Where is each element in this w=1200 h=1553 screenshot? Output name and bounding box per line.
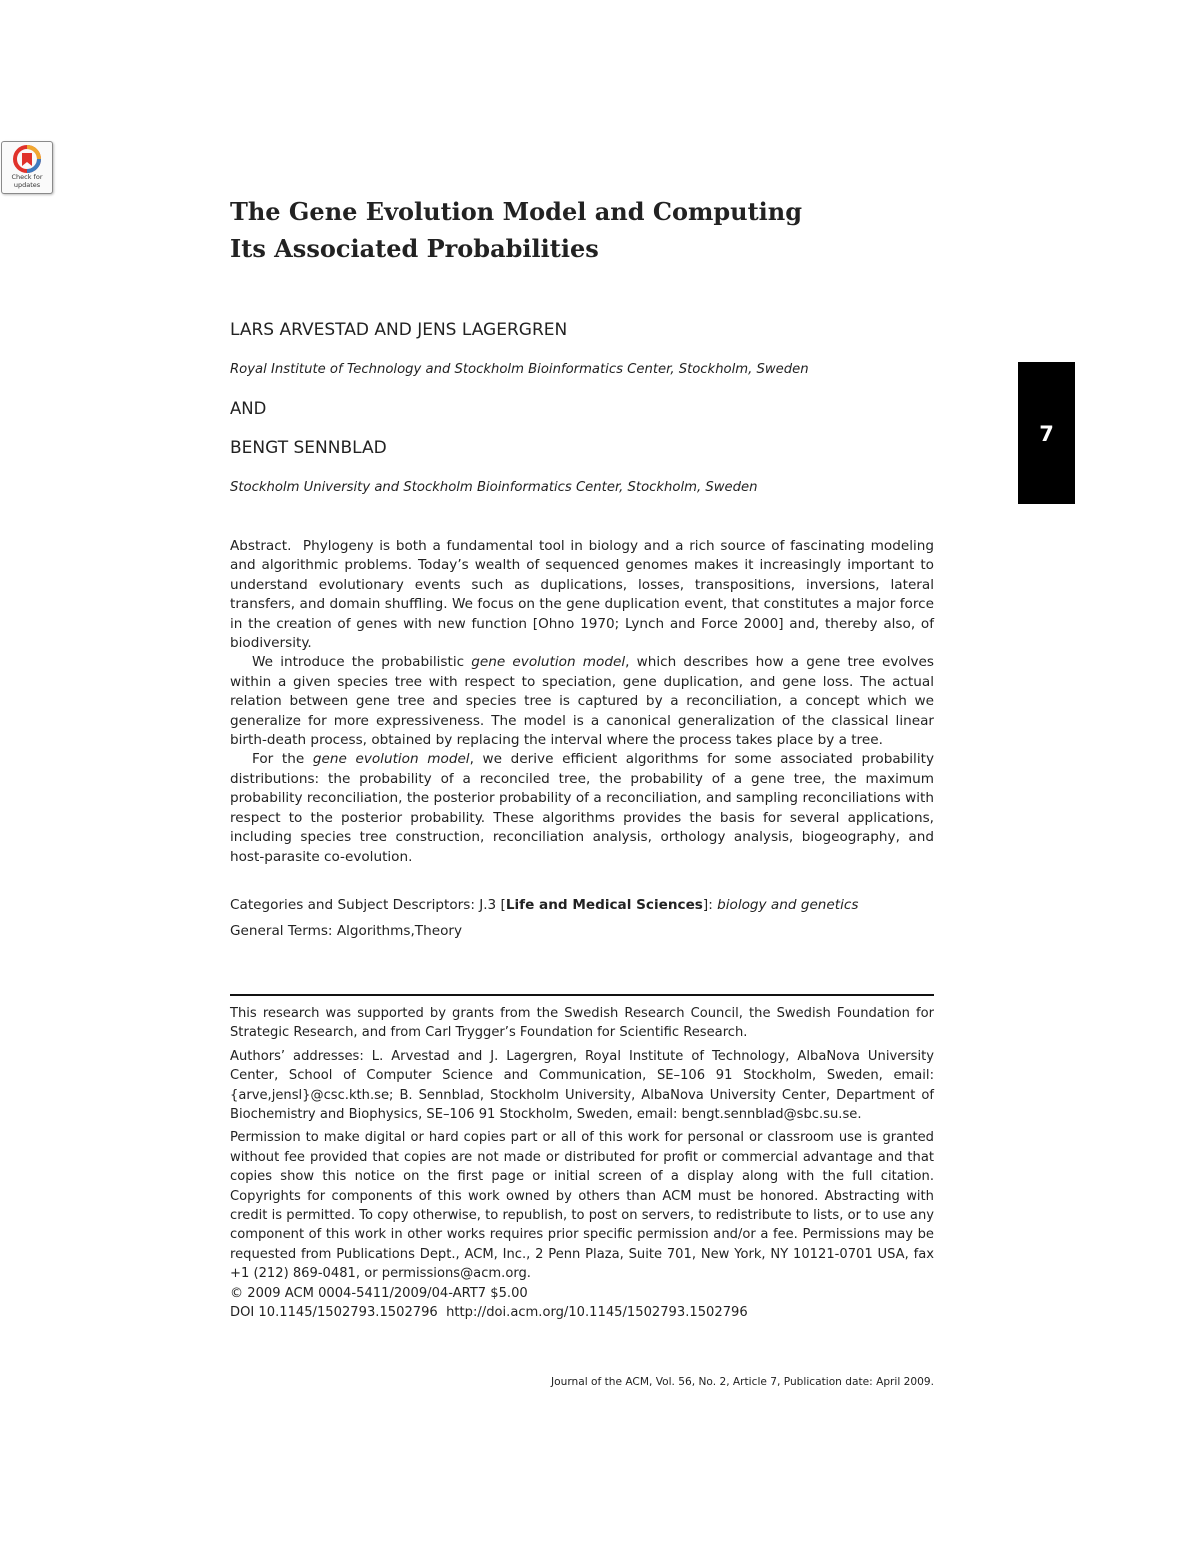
title-line-1: The Gene Evolution Model and Computing (230, 197, 803, 226)
abstract-p2-pre: We introduce the probabilistic (252, 654, 472, 671)
footnotes (230, 1004, 934, 1323)
article-number-tab (1018, 362, 1075, 504)
footnote-divider (230, 994, 934, 996)
check-for-updates-badge[interactable] (1, 141, 53, 194)
author-group-2: BENGT SENNBLAD (230, 438, 387, 458)
author-conjunction: AND (230, 399, 267, 418)
funding-note: This research was supported by grants from the Swedish Research Council, the Swedish Foundation for Strategic Research, and from Carl Trygger’s Foundation for Scientific Research. (230, 1006, 934, 1041)
categories-bold: Life and Medical Sciences (505, 897, 703, 913)
subject-descriptors (230, 896, 934, 915)
journal-citation: Journal of the ACM, Vol. 56, No. 2, Article 7, Publication date: April 2009. (551, 1376, 934, 1388)
abstract-p3-post: , we derive efficient algorithms for some associated probability distributions: the probability of a reconciled tree, the probability of a gene tree, the maximum probability reconciliation, the posterior probability of a reconciliation, and sampling reconciliations with respect to the posterior probability. These algorithms provides the basis for several applications, including species tree construction, reconciliation analysis, orthology analysis, biogeography, and host-parasite co-evolution. (230, 751, 934, 865)
abstract-paragraph-2 (230, 653, 934, 750)
abstract-p1-text: Phylogeny is both a fundamental tool in biology and a rich source of fascinating modeling and algorithmic problems. Today’s wealth of sequenced genomes makes it increasingly important to understand evolutionary events such as duplications, losses, transpositions, inversions, lateral transfers, and domain shuffling. We focus on the gene duplication event, that constitutes a major force in the creation of genes with new function [Ohno 1970; Lynch and Force 2000] and, thereby also, of biodiversity. (230, 538, 934, 652)
abstract-p3-emphasis: gene evolution model (312, 751, 470, 768)
doi-line: DOI 10.1145/1502793.1502796 http://doi.acm.org/10.1145/1502793.1502796 (230, 1305, 748, 1321)
categories-separator: ]: (702, 897, 718, 913)
general-terms: General Terms: Algorithms,Theory (230, 923, 463, 939)
abstract-paragraph-3 (230, 750, 934, 866)
title-line-2: Its Associated Probabilities (230, 234, 599, 263)
authors-addresses: Authors’ addresses: L. Arvestad and J. Lagergren, Royal Institute of Technology, AlbaNova University Center, School of Computer Science and Communication, SE–106 91 Stockholm, Sweden, email: {arve,jensl}@csc.kth.se; B. Sennblad, Stockholm University, AlbaNova University Center, Department of Biochemistry and Biophysics, SE–106 91 Stockholm, Sweden, email: bengt.sennblad@sbc.su.se. (230, 1048, 934, 1123)
abstract-label: Abstract. (230, 538, 292, 554)
abstract-paragraph-1 (230, 537, 934, 653)
permission-note: Permission to make digital or hard copies part or all of this work for personal or classroom use is granted without fee provided that copies are not made or distributed for profit or commercial advantage and that copies show this notice on the first page or initial screen of a display along with the full citation. Copyrights for components of this work owned by others than ACM must be honored. Abstracting with credit is permitted. To copy otherwise, to republish, to post on servers, to redistribute to lists, or to use any component of this work in other works requires prior specific permission and/or a fee. Permissions may be requested from Publications Dept., ACM, Inc., 2 Penn Plaza, Suite 701, New York, NY 10121-0701 USA, fax +1 (212) 869-0481, or permissions@acm.org. (230, 1130, 934, 1282)
abstract (230, 537, 934, 867)
author-group-1: LARS ARVESTAD AND JENS LAGERGREN (230, 320, 568, 340)
paper-title (230, 193, 934, 267)
article-number: 7 (1039, 422, 1054, 446)
categories-label: Categories and Subject Descriptors: J.3 [ (230, 897, 506, 913)
abstract-p2-emphasis: gene evolution model (471, 654, 626, 671)
abstract-p2-post: , which describes how a gene tree evolves within a given species tree with respect to speciation, gene duplication, and gene loss. The actual relation between gene tree and species tree is captured by a reconciliation, a concept which we generalize for more expressiveness. The model is a canonical generalization of the classical linear birth-death process, obtained by replacing the interval where the process takes place by a tree. (230, 654, 934, 749)
copyright-line: © 2009 ACM 0004-5411/2009/04-ART7 $5.00 (230, 1285, 528, 1301)
abstract-p3-pre: For the (252, 751, 313, 768)
check-for-updates-text: Check for updates (11, 173, 43, 189)
categories-italic: biology and genetics (717, 897, 859, 913)
crossmark-icon (12, 145, 42, 173)
affiliation-1: Royal Institute of Technology and Stockholm Bioinformatics Center, Stockholm, Sweden (230, 362, 809, 377)
affiliation-2: Stockholm University and Stockholm Bioinformatics Center, Stockholm, Sweden (230, 480, 758, 495)
